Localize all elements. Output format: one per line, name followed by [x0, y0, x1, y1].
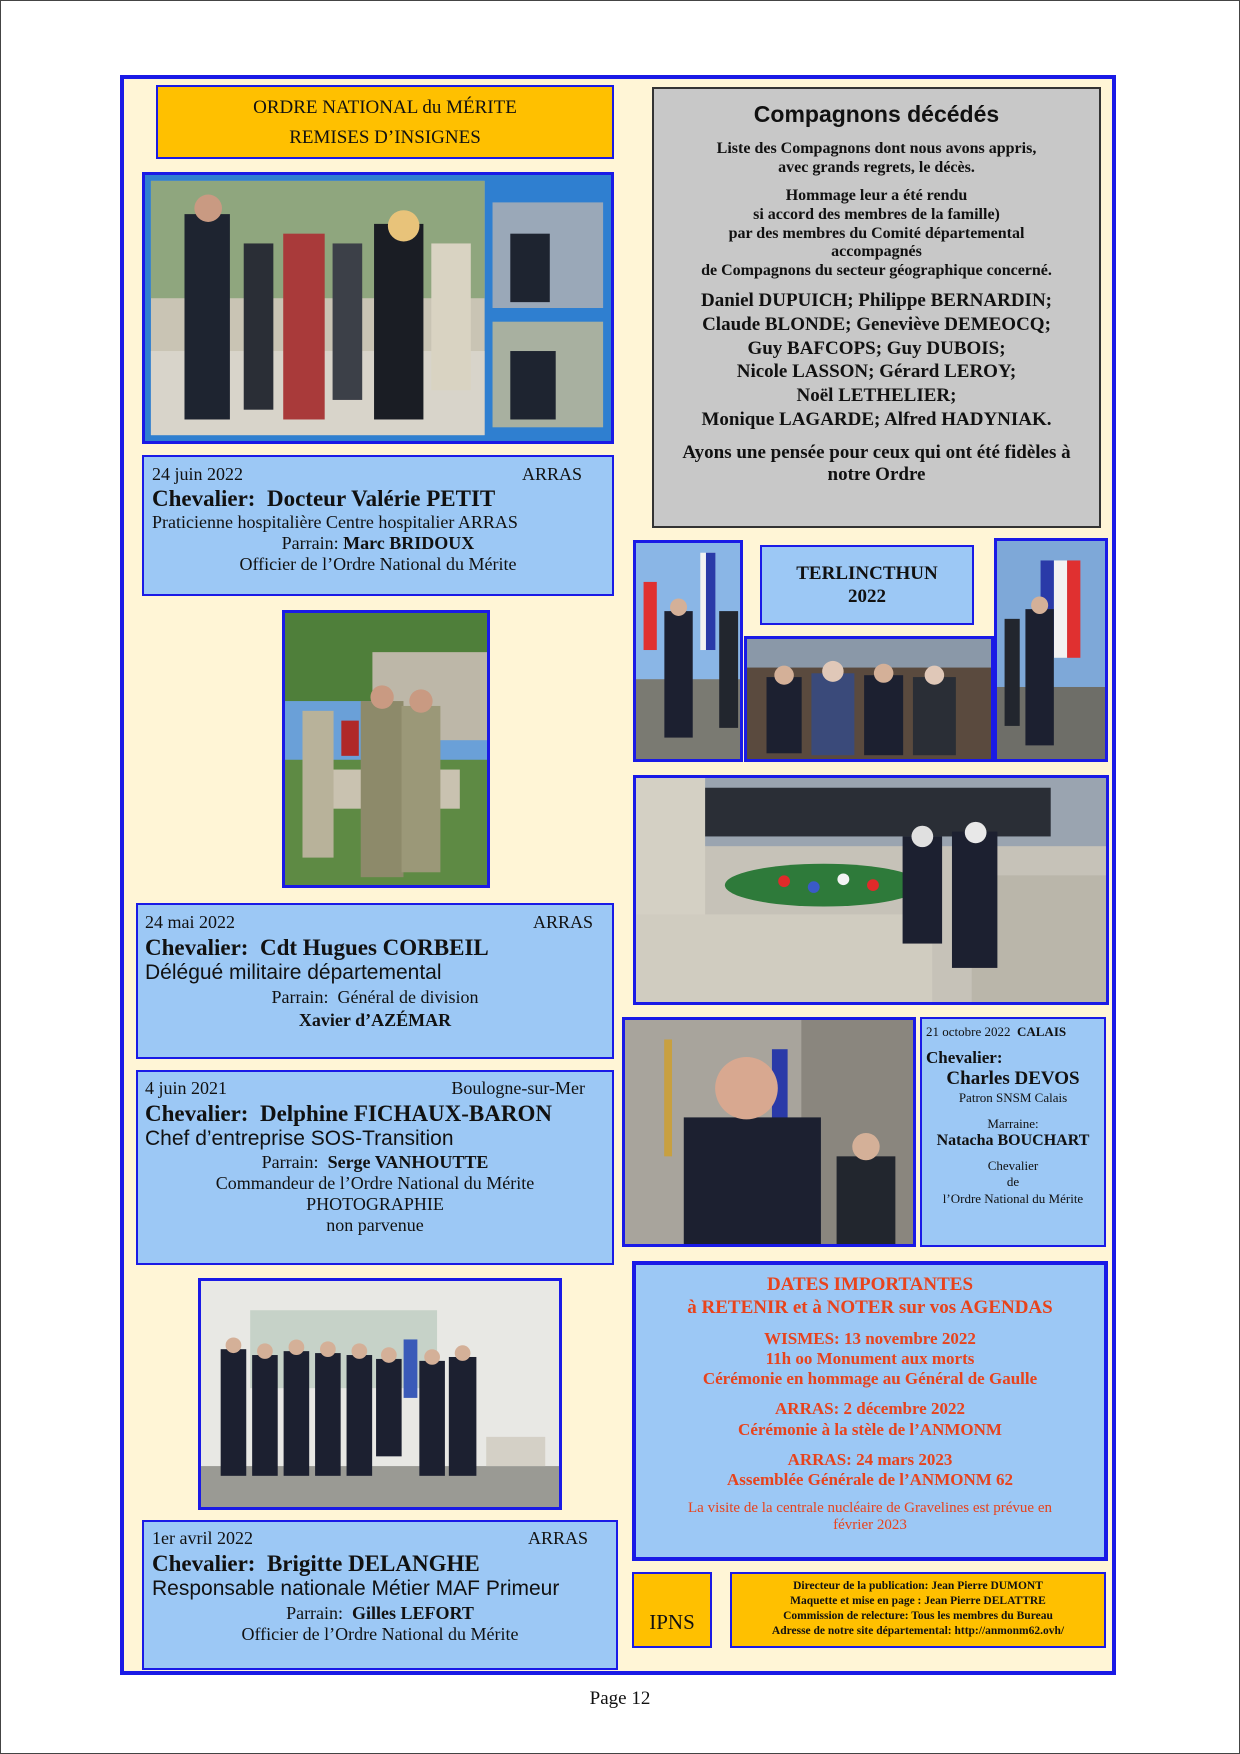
award-note: PHOTOGRAPHIE — [306, 1194, 444, 1214]
credits-line: Adresse de notre site départemental: http://anmonm62.ovh/ — [771, 1624, 1065, 1637]
credits-line: Directeur de la publication: Jean Pierre DUMONT — [793, 1580, 1043, 1592]
award-role: Chef d’entreprise SOS-Transition — [145, 1127, 454, 1150]
deceased-name-line: Guy BAFCOPS; Guy DUBOIS; — [747, 337, 1006, 359]
award-note: non parvenue — [326, 1215, 424, 1235]
dates-event: Cérémonie en hommage au Général de Gaulle — [702, 1369, 1038, 1389]
award-sponsor-label: Parrain: — [271, 987, 329, 1007]
award-place: Boulogne-sur-Mer — [451, 1078, 585, 1098]
ipns-box — [632, 1572, 712, 1648]
deceased-intro1: Liste des Compagnons dont nous avons appris, — [716, 140, 1037, 157]
deceased-h3: par des membres du Comité départemental — [728, 224, 1025, 242]
deceased-title: Compagnons décédés — [753, 101, 1000, 127]
deceased-h1: Hommage leur a été rendu — [785, 186, 968, 204]
award-delanghe — [142, 1520, 618, 1670]
dates-title2: à RETENIR et à NOTER sur vos AGENDAS — [687, 1297, 1053, 1319]
deceased-name-line: Nicole LASSON; Gérard LEROY; — [736, 361, 1017, 383]
award-sponsor-title: Commandeur de l’Ordre National du Mérite — [215, 1173, 535, 1193]
terlincthun-line2: 2022 — [848, 585, 886, 607]
credits-line: Maquette et mise en page : Jean Pierre DELATTRE — [790, 1594, 1046, 1607]
dates-event: La visite de la centrale nucléaire de Gravelines est prévue en — [688, 1499, 1052, 1516]
header-box — [156, 85, 614, 159]
award-title-line: l’Ordre National du Mérite — [942, 1190, 1084, 1206]
deceased-h4: accompagnés — [831, 243, 922, 261]
award-rank: Chevalier: — [145, 935, 249, 960]
header-line2: REMISES D’INSIGNES — [289, 127, 481, 149]
award-sponsor: Natacha BOUCHART — [936, 1132, 1090, 1149]
deceased-name-line: Noël LETHELIER; — [796, 385, 957, 407]
deceased-name-line: Claude BLONDE; Geneviève DEMEOCQ; — [702, 313, 1051, 335]
award-sponsor: Gilles LEFORT — [352, 1603, 474, 1623]
dates-event: février 2023 — [833, 1517, 907, 1534]
deceased-closing1: Ayons une pensée pour ceux qui ont été fidèles à — [682, 441, 1071, 463]
award-sponsor-label: Parrain: — [286, 1603, 344, 1623]
dates-event: Assemblée Générale de l’ANMONM 62 — [726, 1469, 1014, 1489]
photo-wreath-ceremony — [633, 775, 1109, 1005]
award-name: Delphine FICHAUX-BARON — [259, 1101, 552, 1126]
credits-line: Commission de relecture: Tous les membres du Bureau — [783, 1609, 1053, 1622]
deceased-h5: de Compagnons du secteur géographique concerné. — [701, 262, 1052, 280]
header-line1: ORDRE NATIONAL du MÉRITE — [253, 97, 517, 118]
award-title-line: de — [1006, 1174, 1020, 1190]
award-corbeil — [136, 903, 614, 1059]
award-name: Charles DEVOS — [946, 1068, 1080, 1089]
award-sponsor-label: Parrain: — [261, 1152, 319, 1172]
award-place: ARRAS — [527, 1528, 588, 1548]
deceased-box — [652, 87, 1101, 528]
award-name: Brigitte DELANGHE — [266, 1551, 480, 1576]
award-sponsor-label: Marraine: — [987, 1116, 1039, 1131]
page-number: Page 12 — [589, 1688, 651, 1709]
award-role: Patron SNSM Calais — [958, 1090, 1068, 1105]
award-place: ARRAS — [532, 912, 593, 932]
dates-event: ARRAS: 24 mars 2023 — [787, 1449, 953, 1469]
dates-title1: DATES IMPORTANTES — [766, 1274, 974, 1295]
award-date: 24 mai 2022 — [145, 912, 235, 932]
award-rank: Chevalier: — [152, 1551, 256, 1576]
deceased-names — [654, 289, 1099, 432]
award-rank: Chevalier: — [152, 486, 256, 511]
award-role: Responsable nationale Métier MAF Primeur — [152, 1577, 560, 1600]
award-devos — [920, 1017, 1106, 1247]
deceased-intro2: avec grands regrets, le décès. — [778, 158, 975, 176]
award-sponsor: Serge VANHOUTTE — [327, 1152, 489, 1172]
terlincthun-line1: TERLINCTHUN — [796, 563, 938, 584]
photo-terlincthun-left — [633, 540, 743, 762]
deceased-closing2: notre Ordre — [827, 464, 926, 486]
credits-box — [730, 1572, 1106, 1648]
award-place: CALAIS — [1016, 1024, 1067, 1039]
award-role: Praticienne hospitalière Centre hospitalier ARRAS — [152, 512, 518, 532]
photo-ceremony-petit — [142, 172, 614, 444]
award-title-line: Chevalier — [987, 1158, 1039, 1173]
dates-event: ARRAS: 2 décembre 2022 — [775, 1399, 965, 1419]
dates-event: 11h oo Monument aux morts — [765, 1349, 975, 1369]
award-date: 4 juin 2021 — [145, 1078, 228, 1098]
dates-event: WISMES: 13 novembre 2022 — [764, 1329, 976, 1349]
important-dates-box — [632, 1261, 1108, 1561]
award-petit — [142, 455, 614, 596]
award-name: Docteur Valérie PETIT — [266, 486, 496, 511]
ipns-label: IPNS — [649, 1610, 695, 1634]
award-sponsor: Marc BRIDOUX — [343, 533, 475, 553]
award-date: 24 juin 2022 — [152, 464, 244, 484]
award-sponsor-title: Officier de l’Ordre National du Mérite — [239, 554, 517, 574]
deceased-name-line: Daniel DUPUICH; Philippe BERNARDIN; — [701, 290, 1052, 312]
photo-group-delanghe — [198, 1278, 562, 1510]
award-fichaux-baron — [136, 1070, 614, 1265]
award-role: Délégué militaire départemental — [145, 961, 442, 984]
award-rank: Chevalier: — [145, 1101, 249, 1126]
award-place: ARRAS — [521, 464, 582, 484]
terlincthun-title-box — [760, 545, 974, 625]
award-date: 21 octobre 2022 — [926, 1024, 1011, 1039]
award-sponsor-title: Officier de l’Ordre National du Mérite — [241, 1624, 519, 1644]
photo-terlincthun-right — [994, 538, 1108, 762]
photo-military-corbeil — [282, 610, 490, 888]
award-sponsor-label: Parrain: — [281, 533, 339, 553]
deceased-name-line: Monique LAGARDE; Alfred HADYNIAK. — [701, 408, 1052, 430]
award-date: 1er avril 2022 — [152, 1528, 253, 1548]
photo-devos — [622, 1017, 916, 1247]
award-name: Cdt Hugues CORBEIL — [259, 935, 489, 960]
award-rank: Chevalier: — [926, 1048, 1003, 1067]
award-sponsor-title: Général de division — [337, 987, 479, 1007]
award-sponsor: Xavier d’AZÉMAR — [298, 1010, 452, 1030]
deceased-h2: si accord des membres de la famille) — [753, 205, 1000, 223]
dates-event: Cérémonie à la stèle de l’ANMONM — [738, 1419, 1002, 1439]
photo-terlincthun-seated — [744, 636, 994, 762]
